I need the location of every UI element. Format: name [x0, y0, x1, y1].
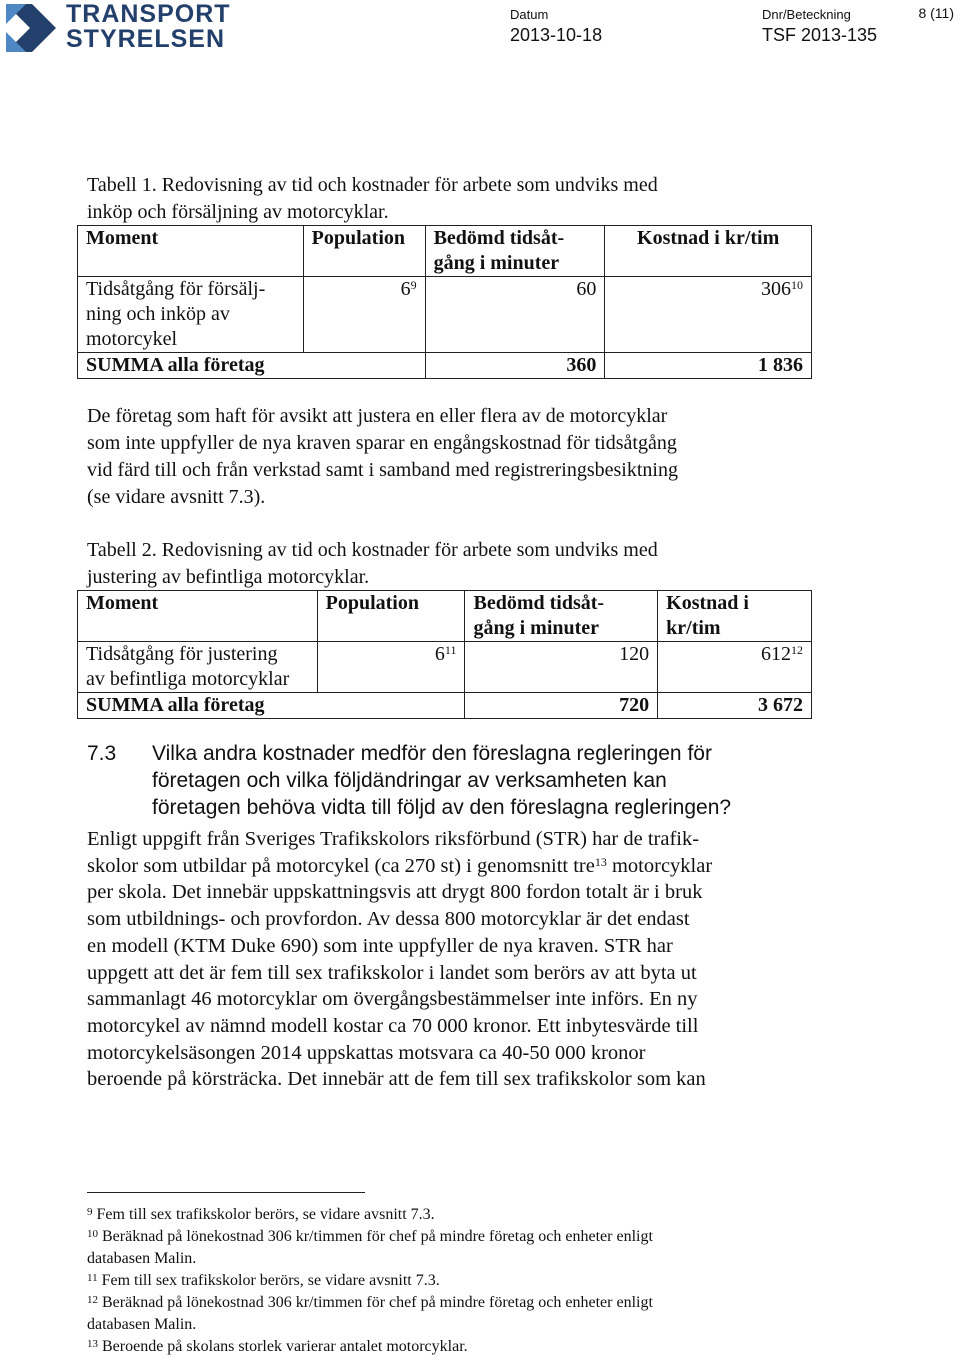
- logo-mark-icon: [6, 4, 56, 52]
- cell-line: av befintliga motorcyklar: [86, 668, 290, 690]
- header-line: Kostnad i: [666, 592, 749, 614]
- header-line: gång i minuter: [473, 617, 600, 639]
- table2-caption-line: justering av befintliga motorcyklar.: [87, 566, 370, 588]
- cost-value: 306: [761, 278, 791, 300]
- section-heading: [87, 740, 807, 821]
- paragraph-line: vid färd till och från verkstad samt i samband med registreringsbesiktning: [87, 459, 678, 481]
- footnote-text: databasen Malin.: [87, 1316, 197, 1333]
- table1-header-row: [78, 226, 812, 277]
- footnote-divider: [87, 1192, 365, 1193]
- table2-row-population: [317, 642, 465, 693]
- paragraph-line: som utbildnings- och provfordon. Av dessa 800 motorcyklar är det endast: [87, 908, 690, 931]
- table2-row-cost: [658, 642, 812, 693]
- footnote-number: 10: [87, 1228, 98, 1240]
- table2-sum-minutes: 720: [465, 693, 658, 719]
- cell-line: motorcykel: [86, 328, 178, 350]
- date-value: 2013-10-18: [510, 25, 603, 45]
- table2-sum-label: SUMMA alla företag: [78, 693, 465, 719]
- table1-row-minutes: 60: [425, 277, 605, 353]
- footnote-number: 9: [87, 1206, 93, 1218]
- table2-caption-line: Tabell 2. Redovisning av tid och kostnader för arbete som undviks med: [87, 539, 658, 561]
- table2-row-minutes: 120: [465, 642, 658, 693]
- footnote-ref: 12: [791, 643, 803, 657]
- footnotes: [87, 1204, 807, 1358]
- section-title: [152, 740, 832, 821]
- paragraph-1: [87, 403, 807, 511]
- paragraph-line: Enligt uppgift från Sveriges Trafikskolors riksförbund (STR) har de trafik-: [87, 828, 700, 850]
- table1-caption-line: Tabell 1. Redovisning av tid och kostnader för arbete som undviks med: [87, 174, 658, 196]
- footnote-number: 11: [87, 1272, 98, 1284]
- table1: [77, 225, 812, 379]
- paragraph-line: motorcykelsäsongen 2014 uppskattas motsvara ca 40-50 000 kronor: [87, 1041, 646, 1064]
- logo-line-2: STYRELSEN: [66, 25, 226, 53]
- reference-label: Dnr/Beteckning: [762, 7, 851, 22]
- header-line: Bedömd tidsåt-: [473, 592, 605, 614]
- table1-header-moment: Moment: [78, 226, 304, 277]
- table-row: [78, 277, 812, 353]
- header-line: gång i minuter: [433, 252, 560, 274]
- table2-header-population: Population: [317, 591, 465, 642]
- section-number: 7.3: [87, 742, 117, 765]
- paragraph-line: per skola. Det innebär uppskattningsvis att drygt 800 fordon totalt är i bruk: [87, 881, 703, 904]
- table2-header-minutes: [465, 591, 658, 642]
- page-number: 8 (11): [918, 5, 954, 21]
- text-run: skolor som utbildar på motorcykel (ca 270 st) i genomsnitt tre: [87, 854, 595, 877]
- table1-caption-line: inköp och försäljning av motorcyklar.: [87, 201, 389, 223]
- logo-line-1: TRANSPORT: [66, 0, 231, 28]
- footnote: [87, 1204, 807, 1226]
- footnote-text: Beroende på skolans storlek varierar antalet motorcyklar.: [102, 1338, 468, 1355]
- footnote-ref: 11: [444, 643, 457, 657]
- footnote-ref: 9: [410, 278, 417, 292]
- reference-value: TSF 2013-135: [762, 25, 878, 45]
- cell-line: Tidsåtgång för försälj-: [86, 278, 266, 300]
- table1-row-moment: [78, 277, 304, 353]
- paragraph-line: De företag som haft för avsikt att justera en eller flera av de motorcyklar: [87, 405, 668, 427]
- cell-line: Tidsåtgång för justering: [86, 643, 278, 665]
- table2-header-row: [78, 591, 812, 642]
- table1-header-minutes: [425, 226, 605, 277]
- logo: [6, 4, 56, 52]
- table2-caption: [87, 537, 787, 591]
- table2-sum-cost: 3 672: [658, 693, 812, 719]
- population-value: 6: [400, 278, 411, 300]
- table1-sum-label: SUMMA alla företag: [78, 353, 426, 379]
- paragraph-line: (se vidare avsnitt 7.3).: [87, 486, 266, 508]
- table2: [77, 590, 812, 719]
- paragraph-line: som inte uppfyller de nya kraven sparar en engångskostnad för tidsåtgång: [87, 432, 677, 454]
- footnote-text: Fem till sex trafikskolor berörs, se vidare avsnitt 7.3.: [96, 1206, 435, 1223]
- paragraph-line: motorcykel av nämnd modell kostar ca 70 000 kronor. Ett inbytesvärde till: [87, 1014, 699, 1037]
- paragraph-2: [87, 826, 817, 1093]
- footnote: [87, 1270, 807, 1292]
- population-value: 6: [434, 643, 445, 665]
- table2-header-cost: [658, 591, 812, 642]
- table2-header-moment: Moment: [78, 591, 318, 642]
- footnote: [87, 1292, 807, 1314]
- table1-sum-cost: 1 836: [605, 353, 812, 379]
- table-row: [78, 642, 812, 693]
- cell-line: ning och inköp av: [86, 303, 230, 325]
- table1-row-cost: [605, 277, 812, 353]
- table1-header-cost: Kostnad i kr/tim: [605, 226, 812, 277]
- paragraph-line: [87, 853, 817, 880]
- footnote-text: databasen Malin.: [87, 1250, 197, 1267]
- paragraph-line: uppgett att det är fem till sex trafikskolor i landet som berörs av att byta ut: [87, 961, 697, 984]
- footnote-text: Beräknad på lönekostnad 306 kr/timmen för chef på mindre företag och enheter enligt: [102, 1294, 653, 1311]
- table1-sum-minutes: 360: [425, 353, 605, 379]
- table-row: [78, 353, 812, 379]
- footnote-number: 12: [87, 1294, 98, 1306]
- table2-row-moment: [78, 642, 318, 693]
- cost-value: 612: [761, 643, 791, 665]
- paragraph-line: beroende på körsträcka. Det innebär att de fem till sex trafikskolor som kan: [87, 1068, 706, 1091]
- table1-row-population: [303, 277, 425, 353]
- footnote-text: Fem till sex trafikskolor berörs, se vidare avsnitt 7.3.: [101, 1272, 440, 1289]
- text-run: motorcyklar: [606, 854, 713, 877]
- table-row: [78, 693, 812, 719]
- header-line: Bedömd tidsåt-: [433, 227, 565, 249]
- footnote-ref: 10: [791, 278, 803, 292]
- footnote-ref: 13: [594, 854, 607, 869]
- paragraph-line: en modell (KTM Duke 690) som inte uppfyller de nya kraven. STR har: [87, 934, 673, 957]
- table1-header-population: Population: [303, 226, 425, 277]
- section-title-line: företagen behöva vidta till följd av den föreslagna regleringen?: [152, 796, 732, 819]
- footnote: [87, 1226, 807, 1248]
- footnote-text: Beräknad på lönekostnad 306 kr/timmen för chef på mindre företag och enheter enligt: [102, 1228, 653, 1245]
- table1-caption: [87, 172, 787, 226]
- paragraph-line: sammanlagt 46 motorcyklar om övergångsbestämmelser inte införs. En ny: [87, 988, 698, 1011]
- footnote-number: 13: [87, 1338, 98, 1350]
- section-title-line: företagen och vilka följdändringar av verksamheten kan: [152, 769, 667, 792]
- logo-wordmark: [66, 2, 231, 52]
- footnote: [87, 1336, 807, 1358]
- section-title-line: Vilka andra kostnader medför den föreslagna regleringen för: [152, 742, 712, 765]
- header-line: kr/tim: [666, 617, 721, 639]
- date-label: Datum: [510, 7, 549, 22]
